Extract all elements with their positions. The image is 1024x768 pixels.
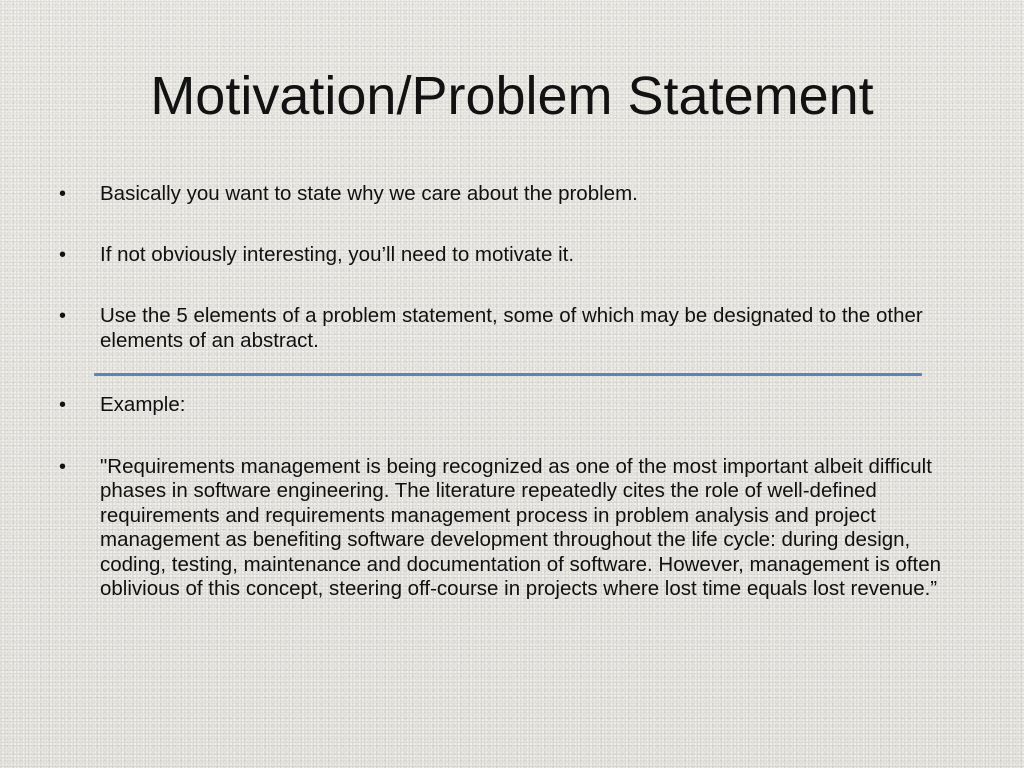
bullet-icon: • — [59, 305, 67, 327]
bullet-text: Use the 5 elements of a problem statement, some of which may be designated to the other elements of an abstract. — [100, 304, 923, 352]
bullet-icon: • — [59, 455, 67, 478]
bullet-item — [56, 393, 961, 418]
bullet-item — [56, 182, 961, 207]
bullet-icon: • — [59, 243, 67, 266]
bullet-text: Basically you want to state why we care about the problem. — [100, 182, 638, 205]
bullet-text: "Requirements management is being recognized as one of the most important albeit difficult phases in software engineering. The literature repeatedly cites the role of well-defined requirements and requirements management process in problem analysis and project management as benefiting software development throughout the life cycle: during design, coding, testing, maintenance and documentation of software. However, management is often oblivious of this concept, steering off-course in projects where lost time equals lost revenue.” — [100, 454, 942, 600]
bullet-icon: • — [59, 183, 67, 205]
bullet-item — [56, 455, 961, 602]
bullet-list — [56, 182, 961, 602]
bullet-text: Example: — [100, 393, 186, 416]
slide-title: Motivation/Problem Statement — [150, 66, 874, 126]
bullet-item — [56, 304, 961, 353]
bullet-icon: • — [59, 394, 67, 416]
bullet-text: If not obviously interesting, you’ll need to motivate it. — [100, 242, 575, 266]
bullet-item — [56, 243, 961, 268]
